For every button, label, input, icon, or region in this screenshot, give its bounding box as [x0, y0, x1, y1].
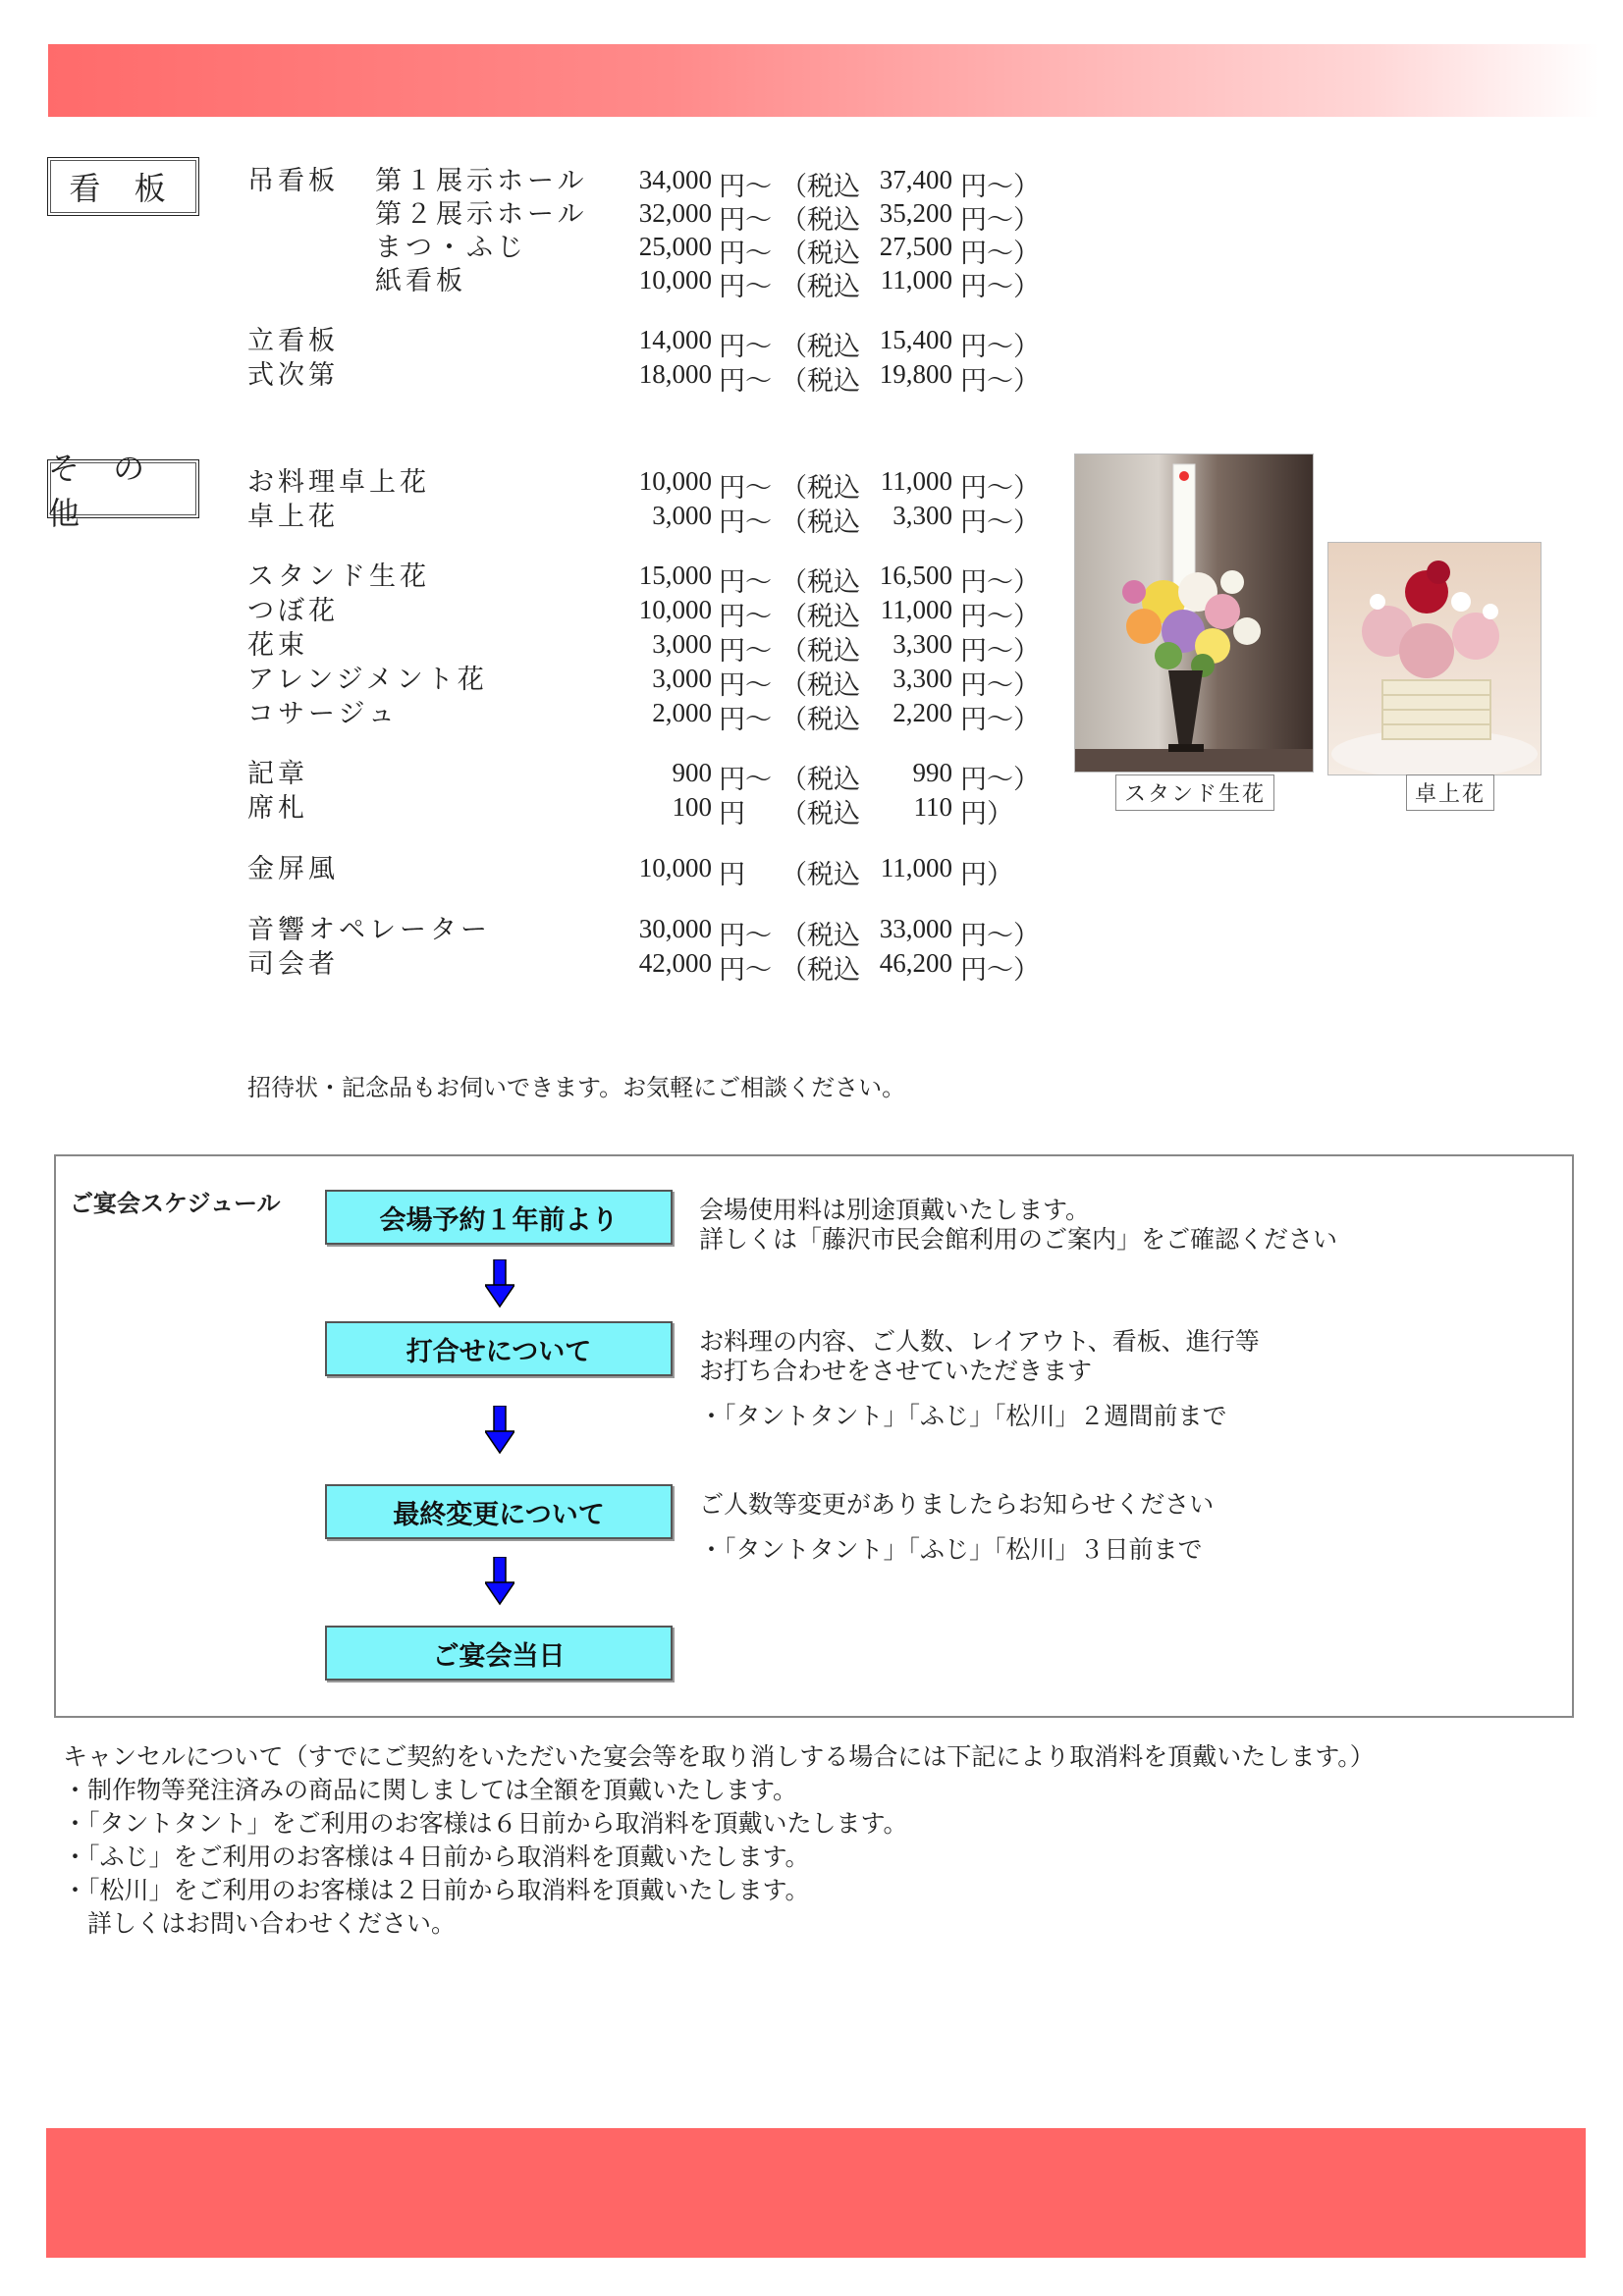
cancel-line: ・「タントタント」をご利用のお客様は６日前から取消料を頂戴いたします。	[63, 1809, 908, 1838]
tax-price: 11,000	[880, 466, 952, 496]
item-unit: 円～	[719, 239, 772, 269]
step3-desc-line1: ご人数等変更がありましたらお知らせください	[699, 1490, 1215, 1519]
tax-prefix: （税込	[781, 172, 860, 202]
tax-unit: 円～）	[960, 205, 1040, 236]
item-price: 2,000	[652, 698, 712, 727]
tax-price: 37,400	[879, 165, 952, 194]
tax-unit: 円～）	[960, 239, 1040, 269]
item-price: 10,000	[638, 466, 712, 496]
item-price: 10,000	[638, 595, 712, 624]
step-meeting: 打合せについて	[325, 1321, 673, 1376]
tax-price: 15,400	[879, 325, 952, 354]
tax-prefix: （税込	[781, 670, 860, 701]
step2-desc-line1: お料理の内容、ご人数、レイアウト、看板、進行等	[699, 1327, 1260, 1356]
item-unit: 円～	[719, 765, 772, 795]
down-arrow-icon	[485, 1259, 514, 1308]
tax-unit: 円～）	[960, 332, 1040, 362]
tax-price: 11,000	[880, 853, 952, 882]
item-unit: 円～	[719, 602, 772, 632]
item-unit: 円～	[719, 507, 772, 538]
tax-price: 3,300	[893, 664, 952, 693]
item-price: 30,000	[638, 914, 712, 943]
item-name: アレンジメント花	[247, 665, 488, 695]
item-name: お料理卓上花	[247, 467, 430, 498]
tax-prefix: （税込	[781, 636, 860, 667]
note-text: 招待状・記念品もお伺いできます。お気軽にご相談ください。	[247, 1074, 906, 1101]
tax-prefix: （税込	[781, 473, 860, 504]
item-unit: 円～	[719, 366, 772, 397]
item-price: 14,000	[638, 325, 712, 354]
item-unit: 円～	[719, 705, 772, 735]
tax-unit: 円）	[960, 860, 1013, 890]
item-name: 音響オペレーター	[247, 915, 491, 945]
step-final-change: 最終変更について	[325, 1484, 673, 1539]
item-unit: 円～	[719, 921, 772, 951]
tax-price: 35,200	[879, 198, 952, 228]
item-price: 18,000	[638, 359, 712, 389]
tax-price: 110	[913, 792, 952, 822]
tax-unit: 円～）	[960, 705, 1040, 735]
item-unit: 円～	[719, 272, 772, 302]
tax-prefix: （税込	[781, 272, 860, 302]
item-price: 3,000	[652, 664, 712, 693]
cancel-line: ・「ふじ」をご利用のお客様は４日前から取消料を頂戴いたします。	[63, 1842, 810, 1871]
item-name: 記章	[247, 759, 308, 789]
item-name: 金屏風	[247, 854, 339, 884]
item-unit: 円	[719, 860, 745, 890]
tax-unit: 円～）	[960, 921, 1040, 951]
stand-flower-photo	[1074, 454, 1314, 773]
step2-desc-line3: ・「タントタント」「ふじ」「松川」２週間前まで	[699, 1402, 1227, 1430]
sonota-label: そ の 他	[47, 459, 199, 518]
item-price: 42,000	[638, 948, 712, 978]
item-price: 3,000	[652, 629, 712, 659]
hanging-sign-label: 吊看板	[247, 166, 339, 196]
item-price: 32,000	[638, 198, 712, 228]
step3-desc-line2: ・「タントタント」「ふじ」「松川」３日前まで	[699, 1535, 1203, 1564]
step1-desc-line2: 詳しくは「藤沢市民会館利用のご案内」をご確認ください	[699, 1225, 1338, 1254]
item-unit: 円～	[719, 670, 772, 701]
item-name: 卓上花	[247, 502, 339, 532]
item-name: 式次第	[247, 360, 339, 391]
schedule-title: ご宴会スケジュール	[70, 1190, 281, 1217]
tax-unit: 円～）	[960, 567, 1040, 598]
tax-unit: 円～）	[960, 507, 1040, 538]
bottom-banner	[46, 2128, 1586, 2258]
cancel-line: ・「松川」をご利用のお客様は２日前から取消料を頂戴いたします。	[63, 1876, 810, 1904]
item-price: 900	[672, 758, 712, 787]
item-name: 第２展示ホール	[375, 199, 588, 230]
item-name: 立看板	[247, 326, 339, 356]
step2-desc-line2: お打ち合わせをさせていただきます	[699, 1357, 1093, 1385]
top-banner	[48, 44, 1599, 117]
tax-prefix: （税込	[781, 860, 860, 890]
item-unit: 円～	[719, 955, 772, 986]
table-flower-caption: 卓上花	[1406, 774, 1494, 811]
item-price: 10,000	[638, 853, 712, 882]
tax-prefix: （税込	[781, 705, 860, 735]
cancel-line: ・制作物等発注済みの商品に関しましては全額を頂戴いたします。	[63, 1776, 798, 1804]
tax-prefix: （税込	[781, 955, 860, 986]
item-name: つぼ花	[247, 596, 339, 626]
tax-price: 3,300	[893, 501, 952, 530]
tax-unit: 円～）	[960, 602, 1040, 632]
tax-price: 19,800	[879, 359, 952, 389]
item-unit: 円～	[719, 567, 772, 598]
tax-price: 2,200	[893, 698, 952, 727]
tax-price: 16,500	[879, 561, 952, 590]
item-name: 席札	[247, 793, 308, 824]
step-reservation: 会場予約１年前より	[325, 1190, 673, 1245]
tax-prefix: （税込	[781, 567, 860, 598]
item-name: 花束	[247, 630, 308, 661]
item-name: スタンド生花	[247, 561, 430, 592]
item-unit: 円～	[719, 172, 772, 202]
cancel-heading: キャンセルについて（すでにご契約をいただいた宴会等を取り消しする場合には下記により取消料を頂戴いたします。）	[63, 1742, 1375, 1771]
item-price: 100	[672, 792, 712, 822]
item-name: コサージュ	[247, 699, 399, 729]
tax-price: 11,000	[880, 595, 952, 624]
tax-prefix: （税込	[781, 921, 860, 951]
cancel-line: 詳しくはお問い合わせください。	[63, 1909, 457, 1938]
down-arrow-icon	[485, 1557, 514, 1606]
tax-unit: 円）	[960, 799, 1013, 829]
tax-unit: 円～）	[960, 670, 1040, 701]
tax-price: 46,200	[879, 948, 952, 978]
item-price: 25,000	[638, 232, 712, 261]
item-unit: 円	[719, 799, 745, 829]
tax-unit: 円～）	[960, 473, 1040, 504]
table-flower-photo	[1327, 542, 1542, 775]
tax-prefix: （税込	[781, 602, 860, 632]
tax-price: 27,500	[879, 232, 952, 261]
tax-prefix: （税込	[781, 507, 860, 538]
tax-prefix: （税込	[781, 765, 860, 795]
tax-unit: 円～）	[960, 955, 1040, 986]
tax-unit: 円～）	[960, 636, 1040, 667]
item-price: 15,000	[638, 561, 712, 590]
tax-price: 33,000	[879, 914, 952, 943]
tax-price: 11,000	[880, 265, 952, 294]
item-unit: 円～	[719, 332, 772, 362]
item-price: 10,000	[638, 265, 712, 294]
tax-price: 3,300	[893, 629, 952, 659]
item-name: 司会者	[247, 949, 339, 980]
kanban-label: 看 板	[47, 157, 199, 216]
item-name: まつ・ふじ	[375, 233, 527, 263]
item-name: 紙看板	[375, 266, 466, 296]
tax-prefix: （税込	[781, 366, 860, 397]
item-unit: 円～	[719, 473, 772, 504]
tax-prefix: （税込	[781, 205, 860, 236]
step-event-day: ご宴会当日	[325, 1626, 673, 1681]
tax-unit: 円～）	[960, 765, 1040, 795]
item-price: 3,000	[652, 501, 712, 530]
step1-desc-line1: 会場使用料は別途頂戴いたします。	[699, 1196, 1091, 1224]
item-unit: 円～	[719, 636, 772, 667]
down-arrow-icon	[485, 1406, 514, 1455]
tax-prefix: （税込	[781, 332, 860, 362]
tax-unit: 円～）	[960, 172, 1040, 202]
item-unit: 円～	[719, 205, 772, 236]
tax-prefix: （税込	[781, 799, 860, 829]
tax-price: 990	[912, 758, 952, 787]
item-price: 34,000	[638, 165, 712, 194]
stand-flower-caption: スタンド生花	[1115, 774, 1274, 811]
tax-prefix: （税込	[781, 239, 860, 269]
tax-unit: 円～）	[960, 272, 1040, 302]
tax-unit: 円～）	[960, 366, 1040, 397]
item-name: 第１展示ホール	[375, 166, 588, 196]
